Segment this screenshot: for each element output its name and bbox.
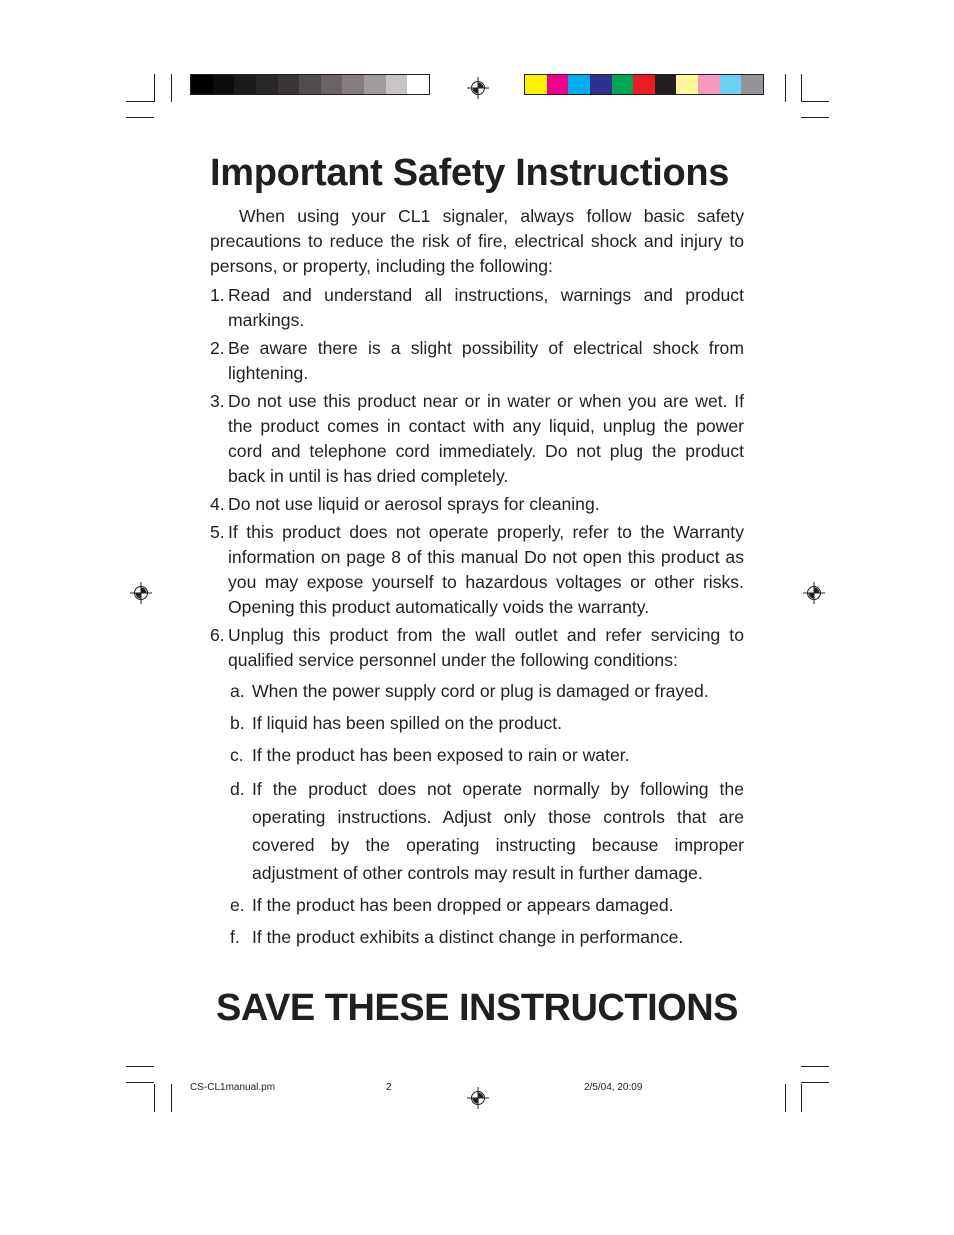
grayscale-swatch xyxy=(299,75,321,94)
sub-list-item xyxy=(230,893,744,918)
sub-list-item-text: If the product has been dropped or appears damaged. xyxy=(252,895,674,915)
list-item-number: 4. xyxy=(210,494,225,514)
color-calibration-bar xyxy=(524,74,764,95)
sub-list-item xyxy=(230,775,744,887)
crop-mark xyxy=(126,101,154,102)
sub-list-item-letter: f. xyxy=(230,927,240,947)
list-item-text: Unplug this product from the wall outlet and refer servicing to qualified service personnel under the following conditions: xyxy=(228,625,744,670)
sub-list-item-letter: b. xyxy=(230,713,245,733)
grayscale-swatch xyxy=(321,75,343,94)
crop-mark xyxy=(801,74,802,102)
list-item-text: Do not use this product near or in water or when you are wet. If the product comes in contact with any liquid, unplug the power cord and telephone cord immediately. Do not plug the product back in until is has dried completely. xyxy=(228,391,744,486)
instructions-body xyxy=(210,204,744,957)
grayscale-swatch xyxy=(234,75,256,94)
sub-list-item xyxy=(230,711,744,736)
list-item-text: Be aware there is a slight possibility of electrical shock from lightening. xyxy=(228,338,744,383)
grayscale-swatch xyxy=(407,75,429,94)
sub-list-item-letter: a. xyxy=(230,681,245,701)
list-item xyxy=(210,389,744,489)
grayscale-swatch xyxy=(213,75,235,94)
footer-filename: CS-CL1manual.pm xyxy=(190,1082,276,1093)
crop-mark xyxy=(801,117,829,118)
intro-paragraph: When using your CL1 signaler, always follow basic safety precautions to reduce the risk of fire, electrical shock and injury to persons, or property, including the following: xyxy=(210,206,744,276)
list-item-number: 6. xyxy=(210,625,225,645)
grayscale-swatch xyxy=(364,75,386,94)
color-swatch xyxy=(590,75,612,94)
page-title: Important Safety Instructions xyxy=(210,152,730,194)
list-item-number: 2. xyxy=(210,338,225,358)
list-item-text: Do not use liquid or aerosol sprays for cleaning. xyxy=(228,494,600,514)
sub-list-item xyxy=(230,925,744,950)
grayscale-swatch xyxy=(256,75,278,94)
sub-list-item-text: If liquid has been spilled on the product. xyxy=(252,713,563,733)
sub-list-item-letter: c. xyxy=(230,745,244,765)
registration-target-icon xyxy=(467,77,489,99)
sub-list-item xyxy=(230,679,744,704)
list-item-text: Read and understand all instructions, warnings and product markings. xyxy=(228,285,744,330)
color-swatch xyxy=(698,75,720,94)
footer-page-number: 2 xyxy=(386,1082,392,1093)
list-item-text: If this product does not operate properly, refer to the Warranty information on page 8 of this manual Do not open this product as you may expose yourself to hazardous voltages or other risks. Opening this product automatically voids the warranty. xyxy=(228,522,744,617)
grayscale-calibration-bar xyxy=(190,74,430,95)
sub-list-item-text: If the product does not operate normally by following the operating instructions. Adjust only those controls that are covered by the operating instructing because improper adjustment of other controls may result in further damage. xyxy=(252,779,744,883)
crop-mark xyxy=(785,74,786,102)
list-item xyxy=(210,492,744,517)
sub-list-item-text: When the power supply cord or plug is damaged or frayed. xyxy=(252,681,709,701)
grayscale-swatch xyxy=(191,75,213,94)
color-swatch xyxy=(547,75,569,94)
list-item xyxy=(210,336,744,386)
crop-mark xyxy=(801,1082,829,1083)
sub-list-item-text: If the product has been exposed to rain or water. xyxy=(252,745,630,765)
crop-mark xyxy=(154,1084,155,1112)
save-instructions-heading xyxy=(0,987,954,1030)
color-swatch xyxy=(676,75,698,94)
color-swatch xyxy=(655,75,677,94)
color-swatch xyxy=(525,75,547,94)
crop-mark xyxy=(801,1066,829,1067)
crop-mark xyxy=(801,101,829,102)
crop-mark xyxy=(801,1084,802,1112)
sub-list-item-text: If the product exhibits a distinct change in performance. xyxy=(252,927,684,947)
sub-list-item-letter: d. xyxy=(230,779,245,799)
registration-target-icon xyxy=(803,582,825,604)
list-item xyxy=(210,283,744,333)
list-item xyxy=(210,623,744,673)
color-swatch xyxy=(720,75,742,94)
footer-timestamp: 2/5/04, 20:09 xyxy=(584,1082,643,1093)
list-item xyxy=(210,520,744,620)
crop-mark xyxy=(154,74,155,102)
crop-mark xyxy=(171,74,172,102)
crop-mark xyxy=(126,1066,154,1067)
grayscale-swatch xyxy=(342,75,364,94)
list-item-number: 3. xyxy=(210,391,225,411)
grayscale-swatch xyxy=(386,75,408,94)
color-swatch xyxy=(612,75,634,94)
crop-mark xyxy=(126,1082,154,1083)
crop-mark xyxy=(126,117,154,118)
crop-mark xyxy=(171,1084,172,1112)
registration-target-icon xyxy=(130,582,152,604)
color-swatch xyxy=(741,75,763,94)
color-swatch xyxy=(568,75,590,94)
list-item-number: 1. xyxy=(210,285,225,305)
sub-list-item xyxy=(230,743,744,768)
save-instructions-text: SAVE THESE INSTRUCTIONS xyxy=(216,987,738,1029)
list-item-number: 5. xyxy=(210,522,225,542)
sub-list-item-letter: e. xyxy=(230,895,245,915)
registration-target-icon xyxy=(467,1087,489,1109)
color-swatch xyxy=(633,75,655,94)
grayscale-swatch xyxy=(278,75,300,94)
crop-mark xyxy=(785,1084,786,1112)
